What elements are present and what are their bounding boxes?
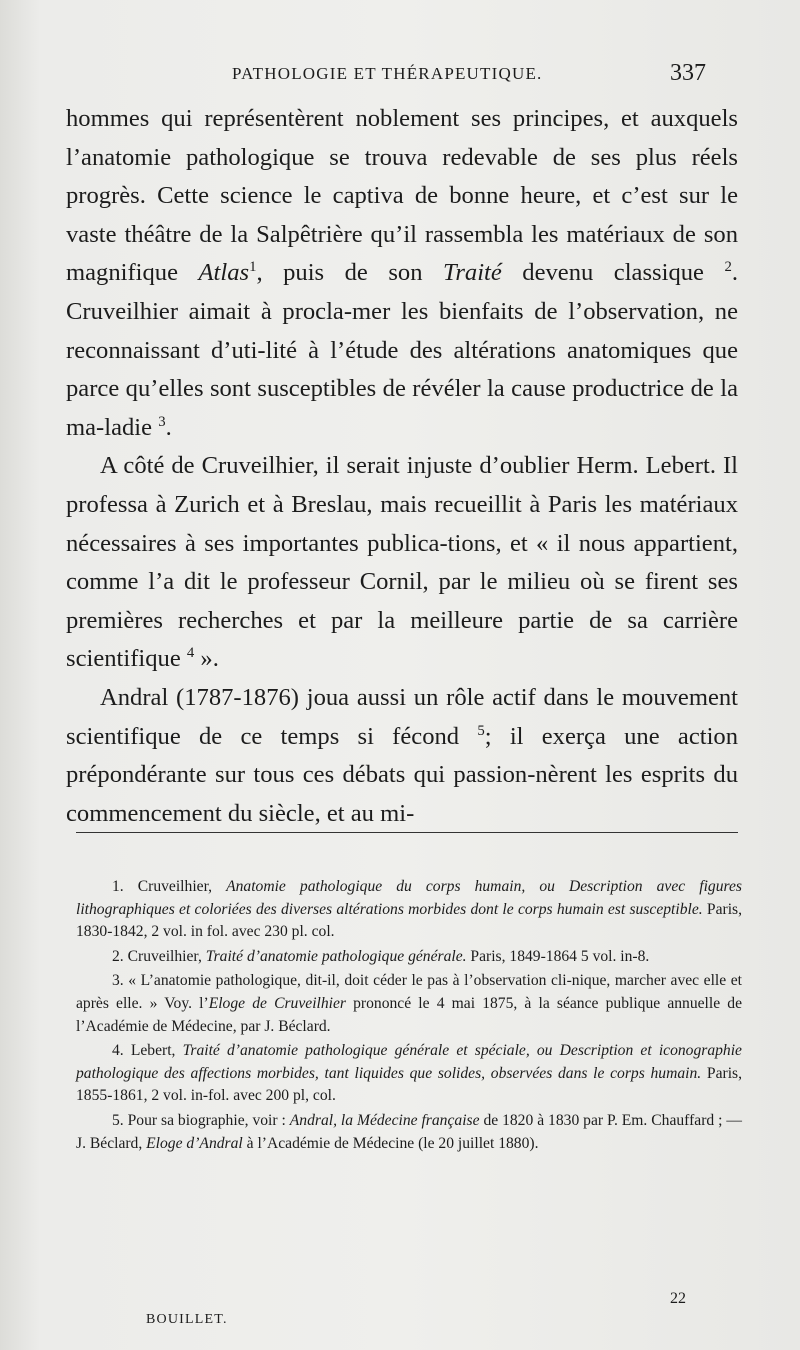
- text-run: prononcé le 4 mai 1875, à la séance publique annuelle de l’Académie de Médecine, par J. Béclard.: [76, 994, 743, 1035]
- text-run: à l’Académie de Médecine (le 20 juillet 1880).: [242, 1134, 539, 1152]
- footnote: [76, 970, 742, 1038]
- text-run: 5. Pour sa biographie, voir :: [112, 1111, 290, 1129]
- italic-title: Eloge de Cruveilhier: [208, 994, 346, 1012]
- paragraph: [66, 447, 738, 679]
- page-footer: [0, 1290, 800, 1330]
- text-run: hommes qui représentèrent noblement ses principes, et auxquels l’anatomie pathologique se trouva redevable de ses plus réels progrès. Cette science le captiva de bonne heure, et c’est sur le vaste théâtre de la Salpêtrière qu’il rassembla les matériaux de son magnifique: [66, 105, 738, 287]
- text-run: 4. Lebert,: [112, 1042, 183, 1060]
- body-text: [66, 100, 738, 833]
- text-run: .: [165, 413, 172, 441]
- footnote-marker: 1: [249, 259, 257, 276]
- footnote-marker: 5: [477, 722, 485, 739]
- italic-title: Eloge d’Andral: [146, 1134, 243, 1152]
- footnote-marker: 2: [724, 259, 732, 276]
- footnote: [76, 876, 742, 944]
- footnote-marker: 4: [186, 645, 195, 662]
- footnote: [76, 946, 742, 969]
- text-run: de 1820 à 1830 par P. Em. Chauffard ; — J. Béclard,: [76, 1111, 742, 1152]
- text-run: devenu classique: [501, 259, 725, 287]
- page-header: [0, 62, 800, 92]
- italic-title: Anatomie pathologique du corps humain, ou Description avec figures lithographiques et coloriées des diverses altérations morbides dont le corps humain est susceptible.: [76, 878, 742, 918]
- signature-number: 22: [670, 1290, 686, 1307]
- text-run: Paris, 1855-1861, 2 vol. in-fol. avec 200 pl, col.: [76, 1064, 742, 1105]
- text-run: ».: [194, 645, 219, 673]
- text-run: 2. Cruveilhier,: [112, 947, 206, 965]
- footnote: [76, 1040, 742, 1108]
- page-number: 337: [670, 60, 706, 86]
- paragraph: [66, 679, 738, 833]
- text-run: A côté de Cruveilhier, il serait injuste d’oublier Herm. Lebert. Il professa à Zurich et à Breslau, mais recueillit à Paris les matériaux nécessaires à ses importantes publica-tions, et « il nous appartient, comme l’a dit le professeur Cornil, par le milieu où se firent ses premières recherches et par la meilleure partie de sa carrière scientifique: [66, 452, 738, 673]
- footnote: [76, 1110, 742, 1155]
- italic-title: Traité: [443, 259, 502, 287]
- footnote-marker: 3: [158, 413, 166, 430]
- footnote-divider: [76, 832, 738, 833]
- text-run: . Cruveilhier aimait à procla-mer les bienfaits de l’observation, ne reconnaissant d’uti-lité à l’étude des altérations anatomiques que parce qu’elles sont susceptibles de révéler la cause productrice de la ma-ladie: [66, 259, 738, 441]
- text-run: Andral (1787-1876) joua aussi un rôle actif dans le mouvement scientifique de ce temps si fécond: [66, 683, 738, 750]
- paragraph: [66, 100, 738, 447]
- text-run: 1. Cruveilhier,: [112, 878, 227, 895]
- text-run: 3. « L’anatomie pathologique, dit-il, doit céder le pas à l’observation cli-nique, marcher avec elle et après elle. » Voy. l’: [76, 972, 742, 1012]
- italic-title: Traité d’anatomie pathologique générale et spéciale, ou Description et iconographie pathologique des affections morbides, tant liquides que solides, observées dans le corps humain.: [76, 1042, 742, 1082]
- printer-signature: BOUILLET.: [146, 1312, 228, 1327]
- running-head: PATHOLOGIE ET THÉRAPEUTIQUE.: [232, 64, 543, 83]
- italic-title: Atlas: [198, 259, 250, 287]
- footnotes: [76, 876, 742, 1157]
- text-run: Paris, 1830-1842, 2 vol. in fol. avec 230 pl. col.: [76, 900, 742, 941]
- italic-title: Traité d’anatomie pathologique générale.: [205, 947, 467, 965]
- italic-title: Andral, la Médecine française: [289, 1111, 480, 1129]
- text-run: , puis de son: [256, 259, 443, 287]
- text-run: ; il exerça une action prépondérante sur tous ces débats qui passion-nèrent les esprits du commencement du siècle, et au mi-: [66, 722, 738, 827]
- text-run: Paris, 1849-1864 5 vol. in-8.: [466, 947, 650, 965]
